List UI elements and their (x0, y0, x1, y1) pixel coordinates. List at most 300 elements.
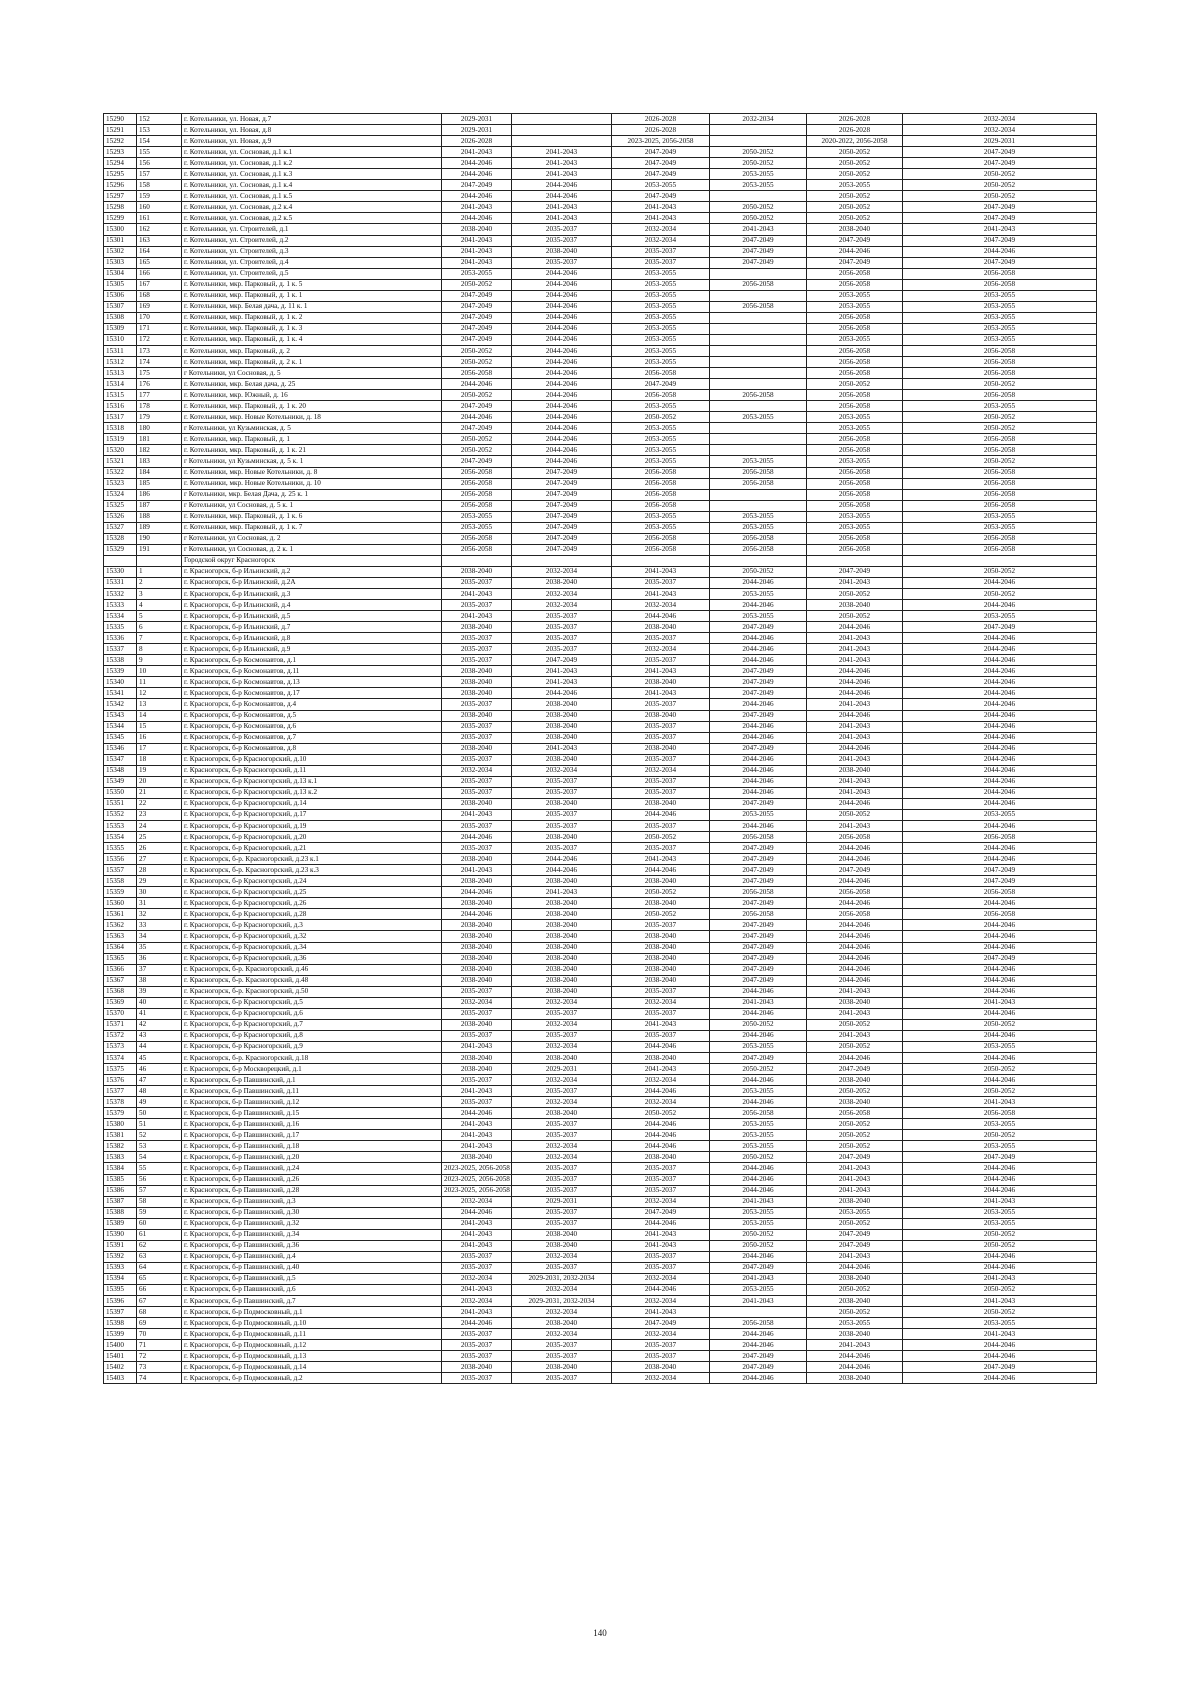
period-2-cell: 2038-2040 (512, 1318, 612, 1329)
address-cell: г. Котельники, мкр. Парковый, д. 1 к. 3 (182, 323, 442, 334)
period-1-cell: 2038-2040 (442, 666, 512, 677)
row-number-cell: 15339 (104, 666, 137, 677)
table-row (104, 876, 1097, 887)
period-3-cell: 2041-2043 (612, 1240, 710, 1251)
address-cell: г. Красногорск, б-р Подмосковный, д.1 (182, 1307, 442, 1318)
period-3-cell: 2044-2046 (612, 1119, 710, 1130)
period-2-cell: 2047-2049 (512, 544, 612, 555)
period-2-cell: 2035-2037 (512, 1340, 612, 1351)
period-5-cell: 2044-2046 (807, 743, 903, 754)
period-6-cell: 2050-2052 (903, 1064, 1097, 1075)
period-2-cell: 2035-2037 (512, 1207, 612, 1218)
period-2-cell: 2035-2037 (512, 1262, 612, 1273)
period-2-cell: 2038-2040 (512, 577, 612, 588)
period-6-cell: 2047-2049 (903, 257, 1097, 268)
period-6-cell: 2053-2055 (903, 323, 1097, 334)
period-5-cell: 2053-2055 (807, 456, 903, 467)
row-number-cell: 15292 (104, 136, 137, 147)
period-1-cell: 2050-2052 (442, 357, 512, 368)
period-6-cell: 2056-2058 (903, 500, 1097, 511)
table-row (104, 1340, 1097, 1351)
period-5-cell: 2041-2043 (807, 1340, 903, 1351)
period-5-cell: 2053-2055 (807, 301, 903, 312)
period-4-cell: 2053-2055 (710, 456, 807, 467)
address-cell: г. Котельники, ул. Новая, д.7 (182, 114, 442, 125)
period-2-cell: 2041-2043 (512, 887, 612, 898)
period-1-cell: 2038-2040 (442, 942, 512, 953)
period-2-cell: 2035-2037 (512, 644, 612, 655)
item-number-cell: 3 (137, 589, 182, 600)
table-row (104, 522, 1097, 533)
period-3-cell: 2035-2037 (612, 821, 710, 832)
item-number-cell: 68 (137, 1307, 182, 1318)
table-row (104, 1141, 1097, 1152)
period-3-cell: 2047-2049 (612, 379, 710, 390)
period-6-cell: 2044-2046 (903, 898, 1097, 909)
period-6-cell: 2047-2049 (903, 1152, 1097, 1163)
period-5-cell: 2044-2046 (807, 1362, 903, 1373)
period-4-cell (710, 401, 807, 412)
period-3-cell: 2035-2037 (612, 633, 710, 644)
period-3-cell: 2038-2040 (612, 677, 710, 688)
period-1-cell: 2050-2052 (442, 445, 512, 456)
period-2-cell (512, 114, 612, 125)
period-5-cell: 2053-2055 (807, 423, 903, 434)
period-6-cell: 2044-2046 (903, 710, 1097, 721)
period-4-cell (710, 334, 807, 345)
period-4-cell: 2047-2049 (710, 854, 807, 865)
period-6-cell: 2041-2043 (903, 1329, 1097, 1340)
period-2-cell: 2032-2034 (512, 1141, 612, 1152)
period-2-cell: 2035-2037 (512, 1351, 612, 1362)
period-4-cell: 2050-2052 (710, 566, 807, 577)
row-number-cell: 15370 (104, 1008, 137, 1019)
item-number-cell: 10 (137, 666, 182, 677)
period-2-cell: 2047-2049 (512, 511, 612, 522)
period-4-cell: 2044-2046 (710, 633, 807, 644)
period-4-cell: 2041-2043 (710, 1273, 807, 1284)
address-cell: г. Красногорск, б-р Красногорский, д.17 (182, 809, 442, 820)
period-3-cell: 2044-2046 (612, 865, 710, 876)
period-5-cell: 2038-2040 (807, 224, 903, 235)
period-4-cell: 2041-2043 (710, 224, 807, 235)
period-1-cell: 2044-2046 (442, 887, 512, 898)
period-3-cell: 2047-2049 (612, 169, 710, 180)
address-cell: г. Красногорск, б-р Павшинский, д.26 (182, 1174, 442, 1185)
period-3-cell: 2038-2040 (612, 798, 710, 809)
item-number-cell: 166 (137, 268, 182, 279)
period-6-cell: 2056-2058 (903, 478, 1097, 489)
item-number-cell: 18 (137, 754, 182, 765)
period-4-cell: 2056-2058 (710, 390, 807, 401)
period-4-cell: 2044-2046 (710, 600, 807, 611)
period-4-cell: 2044-2046 (710, 721, 807, 732)
table-row (104, 478, 1097, 489)
period-3-cell: 2050-2052 (612, 909, 710, 920)
period-1-cell: 2044-2046 (442, 213, 512, 224)
period-3-cell: 2035-2037 (612, 1351, 710, 1362)
address-cell: г. Красногорск, б-р Павшинский, д.32 (182, 1218, 442, 1229)
period-4-cell: 2047-2049 (710, 622, 807, 633)
table-row (104, 798, 1097, 809)
table-row (104, 1174, 1097, 1185)
item-number-cell: 50 (137, 1108, 182, 1119)
period-2-cell: 2029-2031 (512, 1064, 612, 1075)
table-row (104, 1273, 1097, 1284)
period-3-cell: 2035-2037 (612, 699, 710, 710)
period-6-cell (903, 555, 1097, 566)
period-3-cell: 2035-2037 (612, 246, 710, 257)
table-row (104, 843, 1097, 854)
row-number-cell: 15332 (104, 589, 137, 600)
address-cell: г. Красногорск, б-р Ильинский, д.2 (182, 566, 442, 577)
period-4-cell (710, 555, 807, 566)
row-number-cell: 15372 (104, 1030, 137, 1041)
period-2-cell: 2038-2040 (512, 909, 612, 920)
period-4-cell: 2053-2055 (710, 412, 807, 423)
section-row (104, 555, 1097, 566)
row-number-cell: 15396 (104, 1296, 137, 1307)
period-1-cell: 2035-2037 (442, 1351, 512, 1362)
period-1-cell: 2032-2034 (442, 1273, 512, 1284)
period-3-cell: 2056-2058 (612, 489, 710, 500)
row-number-cell: 15334 (104, 611, 137, 622)
item-number-cell: 70 (137, 1329, 182, 1340)
period-6-cell: 2044-2046 (903, 821, 1097, 832)
period-2-cell: 2044-2046 (512, 854, 612, 865)
table-row (104, 301, 1097, 312)
period-6-cell: 2047-2049 (903, 865, 1097, 876)
item-number-cell: 191 (137, 544, 182, 555)
period-4-cell: 2050-2052 (710, 1240, 807, 1251)
period-1-cell: 2044-2046 (442, 1108, 512, 1119)
period-5-cell: 2044-2046 (807, 854, 903, 865)
period-6-cell: 2044-2046 (903, 931, 1097, 942)
period-5-cell: 2056-2058 (807, 312, 903, 323)
period-2-cell: 2038-2040 (512, 986, 612, 997)
period-5-cell: 2056-2058 (807, 357, 903, 368)
table-row (104, 964, 1097, 975)
table-row (104, 533, 1097, 544)
period-6-cell: 2047-2049 (903, 158, 1097, 169)
address-cell: г. Красногорск, б-р Красногорский, д.7 (182, 1019, 442, 1030)
period-1-cell (442, 555, 512, 566)
address-cell: г. Красногорск, б-р Красногорский, д.25 (182, 887, 442, 898)
table-row (104, 589, 1097, 600)
period-2-cell: 2038-2040 (512, 1108, 612, 1119)
period-6-cell: 2044-2046 (903, 798, 1097, 809)
address-cell: г. Красногорск, б-р Красногорский, д.11 (182, 765, 442, 776)
item-number-cell (137, 555, 182, 566)
row-number-cell: 15380 (104, 1119, 137, 1130)
address-cell: г. Красногорск, б-р Космонавтов, д.17 (182, 688, 442, 699)
period-6-cell: 2044-2046 (903, 1351, 1097, 1362)
address-cell: г. Красногорск, б-р Подмосковный, д.13 (182, 1351, 442, 1362)
item-number-cell: 171 (137, 323, 182, 334)
address-cell: г. Котельники, ул. Сосновая, д.2 к.4 (182, 202, 442, 213)
row-number-cell: 15348 (104, 765, 137, 776)
period-2-cell: 2035-2037 (512, 235, 612, 246)
period-5-cell: 2044-2046 (807, 876, 903, 887)
period-1-cell: 2032-2034 (442, 765, 512, 776)
period-1-cell: 2053-2055 (442, 522, 512, 533)
period-1-cell: 2041-2043 (442, 257, 512, 268)
item-number-cell: 35 (137, 942, 182, 953)
period-1-cell: 2041-2043 (442, 1041, 512, 1052)
table-row (104, 721, 1097, 732)
period-4-cell: 2047-2049 (710, 1351, 807, 1362)
period-6-cell: 2047-2049 (903, 876, 1097, 887)
period-1-cell: 2038-2040 (442, 566, 512, 577)
period-2-cell: 2035-2037 (512, 1218, 612, 1229)
period-1-cell: 2044-2046 (442, 379, 512, 390)
period-5-cell: 2050-2052 (807, 1019, 903, 1030)
period-3-cell: 2035-2037 (612, 1163, 710, 1174)
period-4-cell: 2056-2058 (710, 279, 807, 290)
period-4-cell: 2047-2049 (710, 942, 807, 953)
period-1-cell: 2035-2037 (442, 1075, 512, 1086)
period-6-cell: 2053-2055 (903, 290, 1097, 301)
period-1-cell: 2035-2037 (442, 776, 512, 787)
table-row (104, 136, 1097, 147)
item-number-cell: 45 (137, 1052, 182, 1063)
period-2-cell: 2035-2037 (512, 1373, 612, 1384)
period-2-cell: 2038-2040 (512, 721, 612, 732)
address-cell: г. Красногорск, б-р. Красногорский, д.23 к.3 (182, 865, 442, 876)
item-number-cell: 173 (137, 345, 182, 356)
period-1-cell: 2035-2037 (442, 644, 512, 655)
period-3-cell: 2038-2040 (612, 876, 710, 887)
row-number-cell: 15352 (104, 809, 137, 820)
period-6-cell: 2053-2055 (903, 611, 1097, 622)
table-row (104, 1196, 1097, 1207)
period-3-cell: 2035-2037 (612, 721, 710, 732)
period-3-cell: 2053-2055 (612, 279, 710, 290)
period-3-cell: 2050-2052 (612, 412, 710, 423)
period-5-cell: 2044-2046 (807, 843, 903, 854)
period-1-cell: 2056-2058 (442, 489, 512, 500)
row-number-cell: 15382 (104, 1141, 137, 1152)
period-3-cell: 2044-2046 (612, 611, 710, 622)
row-number-cell: 15388 (104, 1207, 137, 1218)
item-number-cell: 170 (137, 312, 182, 323)
period-6-cell: 2041-2043 (903, 1273, 1097, 1284)
item-number-cell: 168 (137, 290, 182, 301)
item-number-cell: 38 (137, 975, 182, 986)
period-6-cell: 2050-2052 (903, 169, 1097, 180)
period-3-cell: 2035-2037 (612, 257, 710, 268)
table-row (104, 401, 1097, 412)
period-5-cell: 2050-2052 (807, 1086, 903, 1097)
period-4-cell: 2053-2055 (710, 1218, 807, 1229)
period-6-cell: 2047-2049 (903, 622, 1097, 633)
period-2-cell: 2038-2040 (512, 1052, 612, 1063)
address-cell: г. Красногорск, б-р Павшинский, д.4 (182, 1251, 442, 1262)
period-5-cell: 2038-2040 (807, 997, 903, 1008)
item-number-cell: 7 (137, 633, 182, 644)
period-6-cell: 2056-2058 (903, 434, 1097, 445)
period-4-cell (710, 312, 807, 323)
period-1-cell: 2038-2040 (442, 964, 512, 975)
period-6-cell: 2050-2052 (903, 1019, 1097, 1030)
period-2-cell: 2038-2040 (512, 699, 612, 710)
period-2-cell: 2041-2043 (512, 743, 612, 754)
table-row (104, 1373, 1097, 1384)
period-5-cell: 2056-2058 (807, 268, 903, 279)
period-5-cell: 2047-2049 (807, 257, 903, 268)
period-5-cell: 2050-2052 (807, 589, 903, 600)
period-2-cell: 2041-2043 (512, 666, 612, 677)
period-2-cell: 2041-2043 (512, 169, 612, 180)
period-4-cell: 2044-2046 (710, 1329, 807, 1340)
address-cell: г. Красногорск, б-р Космонавтов, д.6 (182, 721, 442, 732)
table-row (104, 909, 1097, 920)
period-5-cell: 2047-2049 (807, 1240, 903, 1251)
item-number-cell: 32 (137, 909, 182, 920)
period-4-cell: 2053-2055 (710, 180, 807, 191)
period-6-cell: 2044-2046 (903, 1251, 1097, 1262)
row-number-cell: 15399 (104, 1329, 137, 1340)
period-3-cell: 2056-2058 (612, 390, 710, 401)
period-1-cell: 2041-2043 (442, 611, 512, 622)
table-row (104, 865, 1097, 876)
table-row (104, 821, 1097, 832)
period-6-cell: 2044-2046 (903, 644, 1097, 655)
period-2-cell: 2032-2034 (512, 1152, 612, 1163)
table-row (104, 1086, 1097, 1097)
table-row (104, 666, 1097, 677)
period-1-cell: 2041-2043 (442, 1229, 512, 1240)
item-number-cell: 24 (137, 821, 182, 832)
period-5-cell: 2041-2043 (807, 821, 903, 832)
table-row (104, 312, 1097, 323)
period-2-cell: 2038-2040 (512, 732, 612, 743)
address-cell: г. Котельники, мкр. Парковый, д. 1 к. 20 (182, 401, 442, 412)
period-5-cell: 2041-2043 (807, 633, 903, 644)
address-cell: г. Котельники, мкр. Новые Котельники, д. 8 (182, 467, 442, 478)
period-6-cell: 2056-2058 (903, 390, 1097, 401)
item-number-cell: 19 (137, 765, 182, 776)
period-6-cell: 2050-2052 (903, 191, 1097, 202)
period-5-cell: 2056-2058 (807, 533, 903, 544)
period-6-cell: 2056-2058 (903, 467, 1097, 478)
table-row (104, 953, 1097, 964)
table-row (104, 1152, 1097, 1163)
period-1-cell: 2035-2037 (442, 1097, 512, 1108)
period-6-cell: 2044-2046 (903, 1340, 1097, 1351)
period-2-cell: 2041-2043 (512, 158, 612, 169)
period-3-cell: 2023-2025, 2056-2058 (612, 136, 710, 147)
period-4-cell: 2053-2055 (710, 1041, 807, 1052)
schedule-table (103, 113, 1097, 1384)
period-4-cell: 2044-2046 (710, 1185, 807, 1196)
period-6-cell: 2056-2058 (903, 357, 1097, 368)
period-4-cell: 2050-2052 (710, 1064, 807, 1075)
item-number-cell: 164 (137, 246, 182, 257)
address-cell: г. Красногорск, б-р Красногорский, д.8 (182, 1030, 442, 1041)
item-number-cell: 49 (137, 1097, 182, 1108)
period-4-cell: 2044-2046 (710, 577, 807, 588)
address-cell: г. Красногорск, б-р Павшинский, д.34 (182, 1229, 442, 1240)
item-number-cell: 152 (137, 114, 182, 125)
period-1-cell: 2038-2040 (442, 224, 512, 235)
address-cell: г. Котельники, мкр. Парковый, д. 1 к. 7 (182, 522, 442, 533)
period-5-cell: 2041-2043 (807, 776, 903, 787)
period-1-cell: 2047-2049 (442, 290, 512, 301)
period-6-cell: 2044-2046 (903, 1008, 1097, 1019)
table-row (104, 1019, 1097, 1030)
period-1-cell: 2044-2046 (442, 169, 512, 180)
table-row (104, 489, 1097, 500)
period-2-cell: 2038-2040 (512, 964, 612, 975)
row-number-cell: 15326 (104, 511, 137, 522)
period-3-cell: 2041-2043 (612, 1307, 710, 1318)
period-2-cell: 2035-2037 (512, 633, 612, 644)
period-1-cell: 2029-2031 (442, 114, 512, 125)
period-1-cell: 2035-2037 (442, 577, 512, 588)
period-2-cell: 2044-2046 (512, 180, 612, 191)
row-number-cell: 15317 (104, 412, 137, 423)
item-number-cell: 53 (137, 1141, 182, 1152)
period-5-cell: 2056-2058 (807, 467, 903, 478)
period-3-cell: 2032-2034 (612, 1075, 710, 1086)
period-6-cell: 2044-2046 (903, 732, 1097, 743)
address-cell: г. Котельники, ул. Строителей, д.2 (182, 235, 442, 246)
period-3-cell: 2038-2040 (612, 1362, 710, 1373)
period-3-cell: 2056-2058 (612, 467, 710, 478)
period-6-cell: 2056-2058 (903, 1108, 1097, 1119)
address-cell: г. Красногорск, б-р. Красногорский, д.50 (182, 986, 442, 997)
period-4-cell (710, 191, 807, 202)
table-row (104, 1307, 1097, 1318)
period-1-cell: 2038-2040 (442, 798, 512, 809)
period-5-cell: 2050-2052 (807, 1141, 903, 1152)
period-1-cell: 2047-2049 (442, 180, 512, 191)
address-cell: г. Красногорск, б-р Космонавтов, д.8 (182, 743, 442, 754)
period-4-cell: 2047-2049 (710, 1052, 807, 1063)
period-4-cell: 2041-2043 (710, 1196, 807, 1207)
row-number-cell: 15299 (104, 213, 137, 224)
table-row (104, 379, 1097, 390)
period-5-cell: 2047-2049 (807, 1152, 903, 1163)
table-row (104, 445, 1097, 456)
address-cell: г. Котельники, мкр. Парковый, д. 1 к. 4 (182, 334, 442, 345)
period-5-cell: 2050-2052 (807, 169, 903, 180)
table-body (104, 114, 1097, 1384)
period-3-cell: 2041-2043 (612, 666, 710, 677)
period-3-cell: 2032-2034 (612, 765, 710, 776)
item-number-cell: 189 (137, 522, 182, 533)
period-6-cell: 2044-2046 (903, 688, 1097, 699)
period-5-cell: 2056-2058 (807, 445, 903, 456)
period-6-cell: 2050-2052 (903, 379, 1097, 390)
address-cell: г. Котельники, мкр. Парковый, д. 1 (182, 434, 442, 445)
row-number-cell: 15393 (104, 1262, 137, 1273)
table-row (104, 1262, 1097, 1273)
row-number-cell: 15307 (104, 301, 137, 312)
period-5-cell: 2050-2052 (807, 202, 903, 213)
period-5-cell: 2044-2046 (807, 920, 903, 931)
period-1-cell: 2047-2049 (442, 301, 512, 312)
table-row (104, 235, 1097, 246)
row-number-cell: 15324 (104, 489, 137, 500)
period-4-cell: 2050-2052 (710, 147, 807, 158)
address-cell: г. Красногорск, б-р Ильинский, д.2А (182, 577, 442, 588)
address-cell: г. Красногорск, б-р Красногорский, д.14 (182, 798, 442, 809)
table-row (104, 357, 1097, 368)
address-cell: г. Красногорск, б-р Павшинский, д.16 (182, 1119, 442, 1130)
row-number-cell: 15305 (104, 279, 137, 290)
